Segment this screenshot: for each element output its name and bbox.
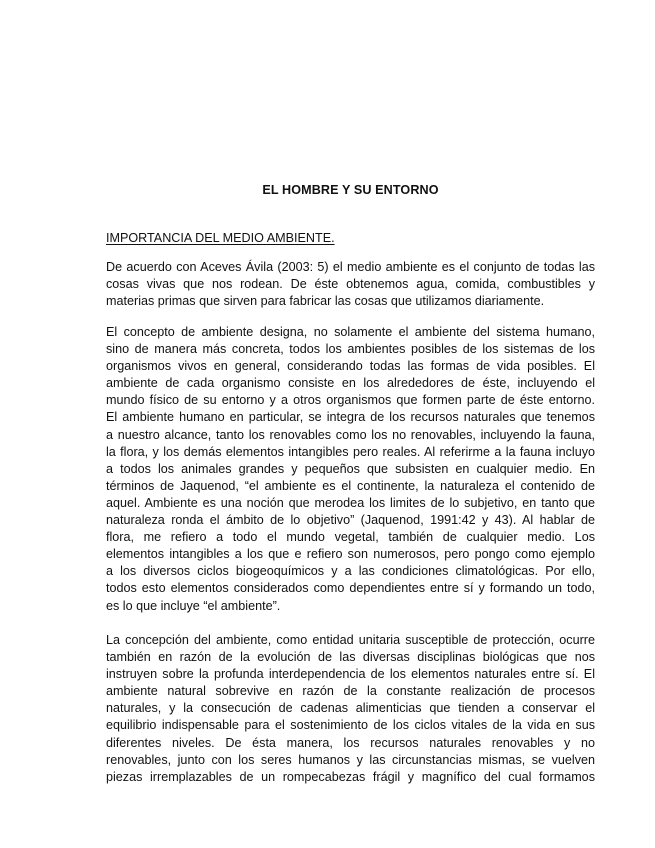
text-line: materias primas que sirven para fabricar las cosas que utilizamos diariamente. bbox=[106, 294, 545, 309]
text-line: todos esto elementos considerados como dependientes entre sí y formando un todo, bbox=[106, 581, 595, 596]
text-line: también en razón de la evolución de las diversas disciplinas biológicas que nos bbox=[106, 650, 595, 665]
text-line: sino de manera más concreta, todos los ambientes posibles de los sistemas de los bbox=[106, 342, 595, 357]
text-line: piezas irremplazables de un rompecabezas frágil y magnífico del cual formamos bbox=[106, 769, 595, 784]
paragraph-1 bbox=[106, 259, 595, 310]
page-title: EL HOMBRE Y SU ENTORNO bbox=[262, 183, 439, 197]
text-line: es lo que incluye “el ambiente”. bbox=[106, 598, 281, 613]
text-line: ambiente de cada organismo consiste en los alrededores de éste, incluyendo el bbox=[106, 376, 595, 391]
section-heading: IMPORTANCIA DEL MEDIO AMBIENTE. bbox=[106, 231, 335, 245]
text-line: diferentes niveles. De ésta manera, los recursos naturales renovables y no bbox=[106, 735, 595, 750]
text-line: El concepto de ambiente designa, no solamente el ambiente del sistema humano, bbox=[106, 325, 595, 339]
text-line: cosas vivas que nos rodean. De éste obtenemos agua, comida, combustibles y bbox=[106, 277, 595, 292]
text-line: equilibrio indispensable para el sostenimiento de los ciclos vitales de la vida en sus bbox=[106, 718, 595, 733]
text-line: organismos vivos en general, considerando todas las formas de vida posibles. El bbox=[106, 359, 595, 374]
text-line: elementos intangibles a los que e refiero son numerosos, pero pongo como ejemplo bbox=[106, 547, 595, 562]
text-line: mundo físico de su entorno y a otros organismos que formen parte de éste entorno. bbox=[106, 393, 595, 408]
paragraph-3 bbox=[106, 632, 595, 786]
text-line: De acuerdo con Aceves Ávila (2003: 5) el medio ambiente es el conjunto de todas las bbox=[106, 260, 595, 274]
text-line: renovables, junto con los seres humanos y las circunstancias mismas, se vuelven bbox=[106, 752, 595, 767]
text-line: instruyen sobre la profunda interdependencia de los elementos naturales entre sí. El bbox=[106, 667, 595, 682]
text-line: flora, me refiero a todo el mundo vegetal, también de cualquier medio. Los bbox=[106, 530, 595, 545]
text-line: La concepción del ambiente, como entidad unitaria susceptible de protección, ocurre bbox=[106, 633, 595, 647]
text-line: a nuestro alcance, tanto los renovables como los no renovables, incluyendo la fauna, bbox=[106, 427, 595, 442]
text-line: naturales, y la consecución de cadenas alimenticias que tienden a conservar el bbox=[106, 701, 595, 716]
text-line: a los diversos ciclos biogeoquímicos y a las condiciones climatológicas. Por ello, bbox=[106, 564, 595, 579]
text-line: aquel. Ambiente es una noción que merodea los limites de lo subjetivo, en tanto que bbox=[106, 495, 595, 510]
text-line: a todos los animales grandes y pequeños que subsisten en cualquier medio. En bbox=[106, 461, 595, 476]
text-line: términos de Jaquenod, “el ambiente es el continente, la naturaleza el contenido de bbox=[106, 478, 595, 493]
text-line: la flora, y los demás elementos intangibles pero reales. Al referirme a la fauna incluyo bbox=[106, 444, 595, 459]
text-line: naturaleza ronda el ámbito de lo objetivo” (Jaquenod, 1991:42 y 43). Al hablar de bbox=[106, 513, 595, 528]
text-line: El ambiente humano en particular, se integra de los recursos naturales que tenemos bbox=[106, 410, 595, 425]
text-line: ambiente natural sobrevive en razón de la constante realización de procesos bbox=[106, 684, 595, 699]
paragraph-2 bbox=[106, 324, 595, 615]
